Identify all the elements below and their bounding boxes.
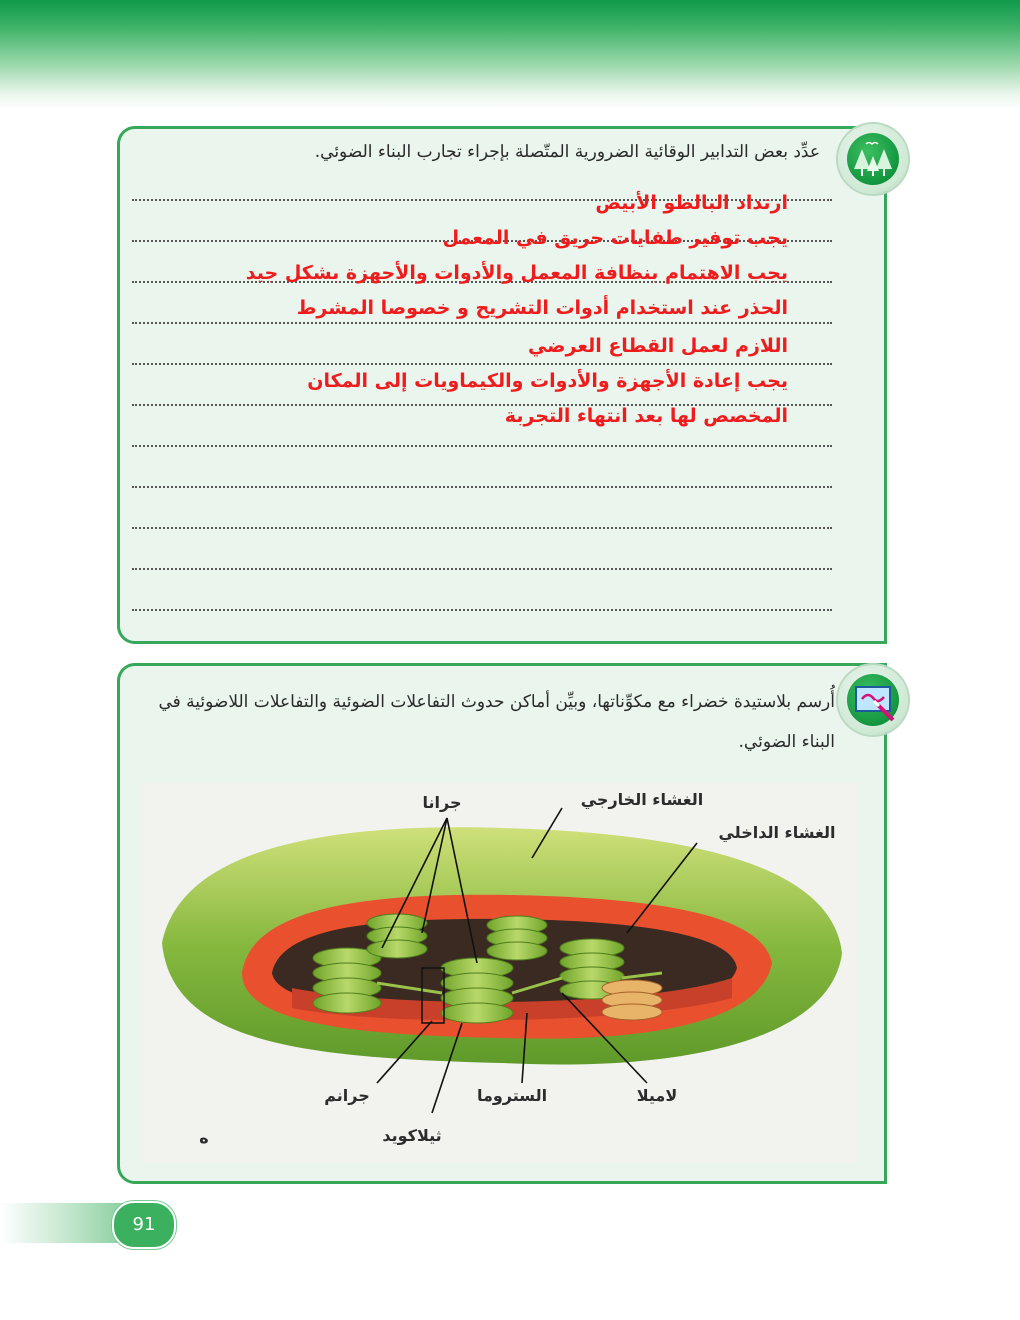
answer-text: الحذر عند استخدام أدوات التشريح و خصوصا المشرط bbox=[296, 297, 788, 319]
label-outer-membrane: الغشاء الخارجي bbox=[580, 790, 704, 809]
answer-line bbox=[132, 486, 832, 488]
label-marker: ه bbox=[199, 1128, 209, 1147]
answer-line bbox=[132, 363, 832, 365]
answer-line bbox=[132, 445, 832, 447]
answer-line bbox=[132, 322, 832, 324]
page-number: 91 bbox=[112, 1201, 176, 1249]
granum-stack-3 bbox=[441, 958, 513, 1023]
label-granum: جرانم bbox=[324, 1086, 370, 1105]
label-thylakoid: ثيلاكويد bbox=[382, 1126, 442, 1145]
exercise2-prompt: أُرسم بلاستيدة خضراء مع مكوِّناتها، وبيِّن أماكن حدوث التفاعلات الضوئية والتفاعلات اللاضوئية في البناء الضوئي. bbox=[158, 692, 835, 752]
label-grana: جرانا bbox=[422, 793, 462, 812]
answer-text: اللازم لعمل القطاع العرضي bbox=[527, 335, 788, 357]
label-inner-membrane: الغشاء الداخلي bbox=[718, 823, 836, 842]
label-stroma: الستروما bbox=[476, 1086, 548, 1105]
answer-line bbox=[132, 609, 832, 611]
answer-line bbox=[132, 568, 832, 570]
answer-text: يجب إعادة الأجهزة والأدوات والكيماويات إلى المكان bbox=[307, 370, 788, 392]
header-band bbox=[0, 0, 1020, 110]
answer-line bbox=[132, 527, 832, 529]
granum-stack-4 bbox=[487, 916, 547, 960]
exercise2-badge bbox=[838, 665, 908, 735]
chloroplast-diagram bbox=[142, 783, 858, 1163]
trees-icon bbox=[838, 124, 908, 194]
granum-stack-2 bbox=[367, 914, 427, 958]
answer-text: يجب توفير طفايات حريق في المعمل bbox=[442, 227, 788, 249]
answer-text: ارتداد البالطو الأبيض bbox=[595, 192, 788, 214]
granum-stack-1 bbox=[313, 948, 381, 1013]
answer-text: يجب الاهتمام بنظافة المعمل والأدوات والأجهزة بشكل جيد bbox=[245, 262, 788, 284]
label-lamella: لاميلا bbox=[636, 1086, 678, 1105]
drawing-icon bbox=[838, 665, 908, 735]
exercise1-prompt: عدِّد بعض التدابير الوقائية الضرورية المتّصلة بإجراء تجارب البناء الضوئي. bbox=[314, 142, 820, 162]
exercise1-badge bbox=[838, 124, 908, 194]
granum-stack-6 bbox=[602, 980, 662, 1020]
answer-text: المخصص لها بعد انتهاء التجربة bbox=[504, 405, 788, 427]
